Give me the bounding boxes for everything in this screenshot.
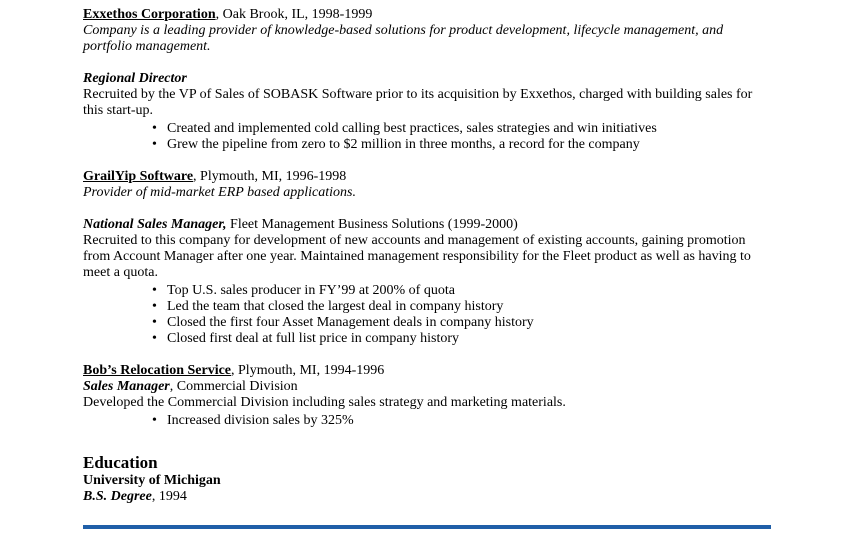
role-suffix: Fleet Management Business Solutions (1999-2000) bbox=[226, 217, 518, 232]
role-line bbox=[83, 379, 771, 395]
role-suffix: , Commercial Division bbox=[169, 379, 298, 394]
company-location-dates: , Plymouth, MI, 1994-1996 bbox=[231, 363, 385, 378]
role-title: National Sales Manager, bbox=[83, 217, 227, 232]
company-description: Company is a leading provider of knowledge-based solutions for product development, lifecycle management, and portfolio management. bbox=[83, 23, 724, 54]
role-summary: Recruited to this company for development of new accounts and management of existing accounts, gaining promotion from Account Manager after one year. Maintained management responsibility for the Fleet product as well as having to meet a quota. bbox=[83, 233, 751, 280]
role-summary: Developed the Commercial Division including sales strategy and marketing materials. bbox=[83, 395, 566, 410]
list-item: • Grew the pipeline from zero to $2 million in three months, a record for the company bbox=[167, 137, 771, 153]
company-name: GrailYip Software bbox=[83, 169, 194, 184]
school-name: University of Michigan bbox=[83, 473, 221, 488]
role-title: Regional Director bbox=[83, 71, 187, 86]
achievement-list bbox=[83, 283, 771, 347]
company-description: Provider of mid-market ERP based applications. bbox=[83, 185, 356, 200]
role-line bbox=[83, 71, 771, 87]
resume-page bbox=[83, 7, 771, 505]
list-item: • Led the team that closed the largest deal in company history bbox=[167, 299, 771, 315]
education-section bbox=[83, 453, 771, 505]
company-name: Bob’s Relocation Service bbox=[83, 363, 232, 378]
degree-year: , 1994 bbox=[151, 489, 187, 504]
company-location-dates: , Oak Brook, IL, 1998-1999 bbox=[215, 7, 373, 22]
list-item: • Top U.S. sales producer in FY’99 at 200% of quota bbox=[167, 283, 771, 299]
company-line bbox=[83, 169, 771, 185]
list-item: • Closed the first four Asset Management deals in company history bbox=[167, 315, 771, 331]
section-heading-education: Education bbox=[83, 453, 158, 472]
list-item: • Increased division sales by 325% bbox=[167, 413, 771, 429]
job-entry-bobs-relocation bbox=[83, 363, 771, 429]
achievement-list bbox=[83, 121, 771, 153]
degree-line bbox=[83, 489, 771, 505]
company-name: Exxethos Corporation bbox=[83, 7, 216, 22]
list-item: • Created and implemented cold calling best practices, sales strategies and win initiatives bbox=[167, 121, 771, 137]
list-item: • Closed first deal at full list price in company history bbox=[167, 331, 771, 347]
role-summary: Recruited by the VP of Sales of SOBASK Software prior to its acquisition by Exxethos, charged with building sales for this start-up. bbox=[83, 87, 753, 118]
job-entry-grailyip bbox=[83, 169, 771, 347]
company-line bbox=[83, 7, 771, 23]
company-line bbox=[83, 363, 771, 379]
role-title: Sales Manager bbox=[83, 379, 170, 394]
company-location-dates: , Plymouth, MI, 1996-1998 bbox=[193, 169, 347, 184]
job-entry-exxethos bbox=[83, 7, 771, 153]
role-line bbox=[83, 217, 771, 233]
achievement-list bbox=[83, 413, 771, 429]
degree-name: B.S. Degree bbox=[83, 489, 152, 504]
section-divider bbox=[83, 525, 771, 529]
